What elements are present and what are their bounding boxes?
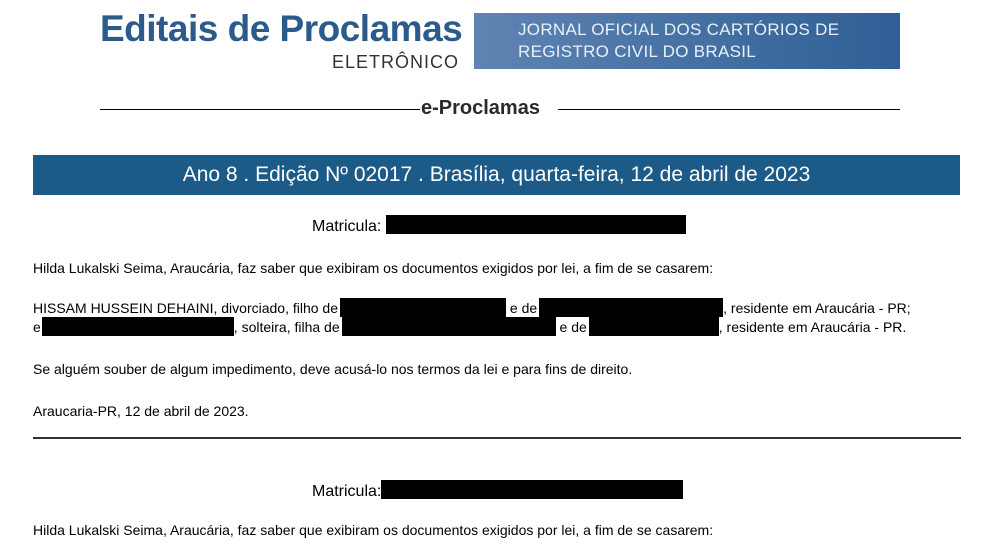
redacted-block bbox=[381, 480, 683, 499]
logo-title: Editais de Proclamas bbox=[100, 8, 463, 49]
header-rule-left bbox=[100, 109, 420, 110]
journal-line-1: JORNAL OFICIAL DOS CARTÓRIOS DE bbox=[518, 20, 840, 39]
couple-line-1 bbox=[33, 298, 911, 317]
redacted-block bbox=[340, 298, 506, 317]
redacted-block bbox=[589, 317, 719, 336]
notice-intro: Hilda Lukalski Seima, Araucária, faz saber que exibiram os documentos exigidos por lei, a fim de se casarem: bbox=[33, 522, 714, 538]
edition-text: Ano 8 . Edição Nº 02017 . Brasília, quarta-feira, 12 de abril de 2023 bbox=[182, 163, 811, 186]
notice-divider bbox=[33, 437, 961, 439]
residence-text: , residente em Araucária - PR. bbox=[718, 319, 907, 335]
matricula-label: Matricula: bbox=[312, 218, 382, 235]
impediment-text: Se alguém souber de algum impedimento, deve acusá-lo nos termos da lei e para fins de direito. bbox=[33, 361, 633, 377]
redacted-block bbox=[42, 317, 234, 336]
matricula-row bbox=[312, 215, 686, 236]
and-text: e de bbox=[509, 300, 538, 316]
journal-banner bbox=[474, 13, 900, 69]
and-text: e de bbox=[559, 319, 587, 335]
matricula-row bbox=[312, 480, 683, 501]
matricula-label: Matricula: bbox=[312, 483, 382, 500]
and-text: e bbox=[33, 319, 41, 335]
journal-line-2: REGISTRO CIVIL DO BRASIL bbox=[518, 42, 757, 61]
groom-text: HISSAM HUSSEIN DEHAINI, divorciado, filho de bbox=[33, 300, 338, 316]
logo-subtitle: ELETRÔNICO bbox=[332, 52, 460, 72]
bride-text: , solteira, filha de bbox=[233, 319, 340, 335]
edition-bar bbox=[33, 155, 960, 195]
redacted-block bbox=[342, 317, 556, 336]
couple-line-2 bbox=[33, 317, 906, 336]
notice-intro: Hilda Lukalski Seima, Araucária, faz saber que exibiram os documentos exigidos por lei, a fim de se casarem: bbox=[33, 260, 714, 276]
section-title: e-Proclamas bbox=[421, 97, 540, 119]
header-rule-right bbox=[558, 109, 900, 110]
residence-text: , residente em Araucária - PR; bbox=[723, 300, 911, 316]
redacted-block bbox=[539, 298, 723, 317]
place-date: Araucaria-PR, 12 de abril de 2023. bbox=[33, 403, 249, 419]
redacted-block bbox=[386, 215, 686, 234]
